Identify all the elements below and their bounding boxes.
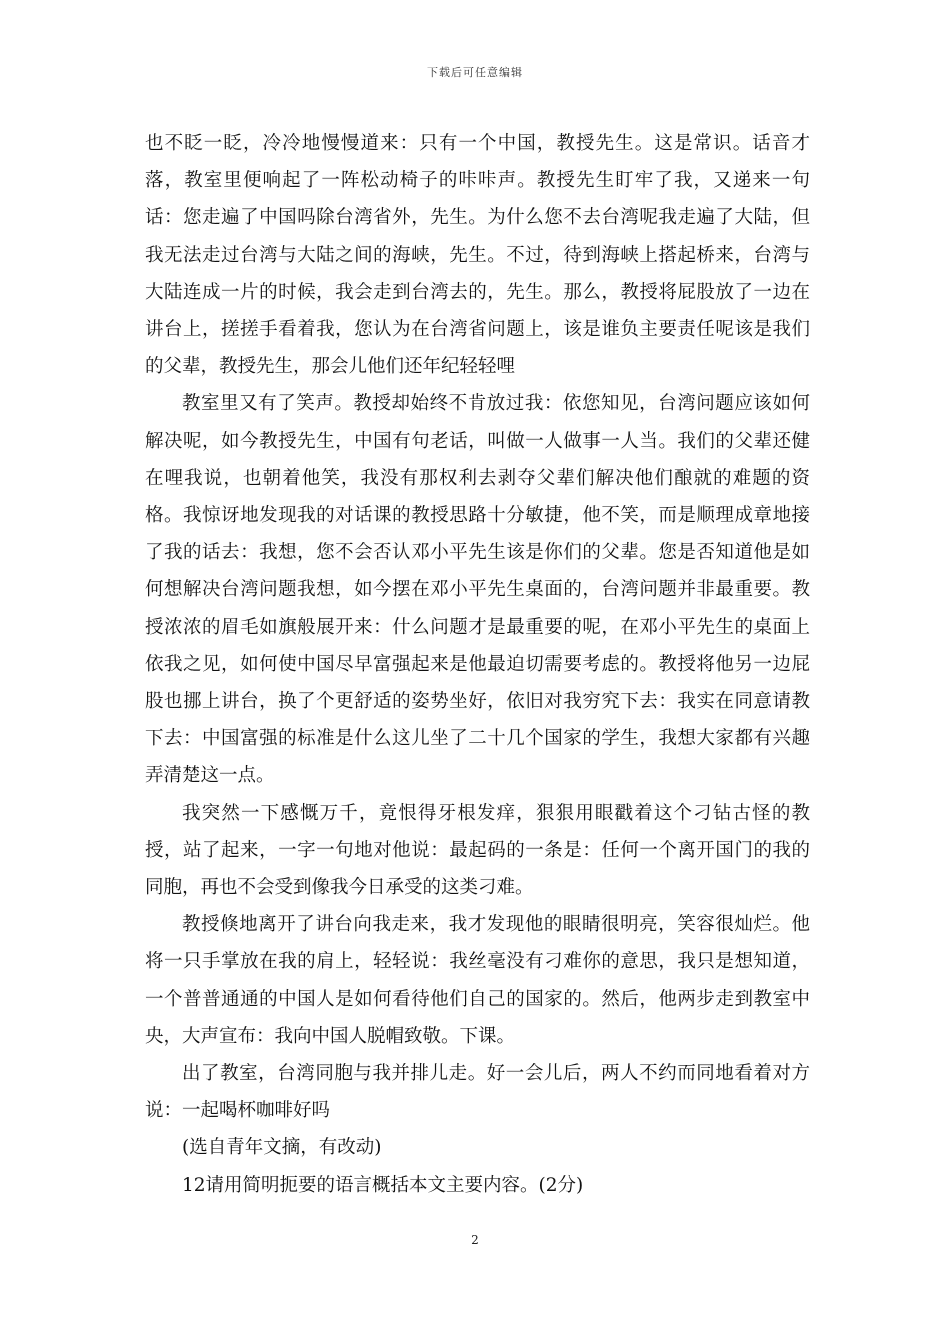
page-header: 下载后可任意编辑 [427, 66, 523, 79]
page-number: 2 [471, 1233, 479, 1247]
paragraph-5: 出了教室，台湾同胞与我并排儿走。好一会儿后，两人不约而同地看着对方说：一起喝杯咖啡好吗 [145, 1063, 810, 1122]
paragraph-2: 教室里又有了笑声。教授却始终不肯放过我：依您知见，台湾问题应该如何解决呢，如今教授先生，中国有句老话，叫做一人做事一人当。我们的父辈还健在哩我说，也朝着他笑，我没有那权利去剥夺父辈们解决他们酿就的难题的资格。我惊讶地发现我的对话课的教授思路十分敏捷，他不笑，而是顺理成章地接了我的话去：我想，您不会否认邓小平先生该是你们的父辈。您是否知道他是如何想解决台湾问题我想，如今摆在邓小平先生桌面的，台湾问题并非最重要。教授浓浓的眉毛如旗般展开来：什么问题才是最重要的呢，在邓小平先生的桌面上依我之见，如何使中国尽早富强起来是他最迫切需要考虑的。教授将他另一边屁股也挪上讲台，换了个更舒适的姿势坐好，依旧对我穷究下去：我实在同意请教下去：中国富强的标准是什么这儿坐了二十几个国家的学生，我想大家都有兴趣弄清楚这一点。 [145, 393, 810, 787]
paragraph-1: 也不眨一眨，冷冷地慢慢道来：只有一个中国，教授先生。这是常识。话音才落，教室里便响起了一阵松动椅子的咔咔声。教授先生盯牢了我，又递来一句话：您走遍了中国吗除台湾省外，先生。为什么您不去台湾呢我走遍了大陆，但我无法走过台湾与大陆之间的海峡，先生。不过，待到海峡上搭起桥来，台湾与大陆连成一片的时候，我会走到台湾去的，先生。那么，教授将屁股放了一边在讲台上，搓搓手看着我，您认为在台湾省问题上，该是谁负主要责任呢该是我们的父辈，教授先生，那会儿他们还年纪轻轻哩 [145, 133, 810, 378]
source-note: (选自青年文摘，有改动) [182, 1137, 382, 1159]
paragraph-4: 教授倏地离开了讲台向我走来，我才发现他的眼睛很明亮，笑容很灿烂。他将一只手掌放在我的肩上，轻轻说：我丝毫没有刁难你的意思，我只是想知道，一个普普通通的中国人是如何看待他们自己的国家的。然后，他两步走到教室中央，大声宣布：我向中国人脱帽致敬。下课。 [145, 914, 810, 1047]
question-12: 12请用简明扼要的语言概括本文主要内容。(2分) [182, 1174, 584, 1196]
paragraph-3: 我突然一下感慨万千，竟恨得牙根发痒，狠狠用眼戳着这个刁钻古怪的教授，站了起来，一字一句地对他说：最起码的一条是：任何一个离开国门的我的同胞，再也不会受到像我今日承受的这类刁难。 [145, 802, 810, 899]
document-body [145, 125, 810, 1204]
